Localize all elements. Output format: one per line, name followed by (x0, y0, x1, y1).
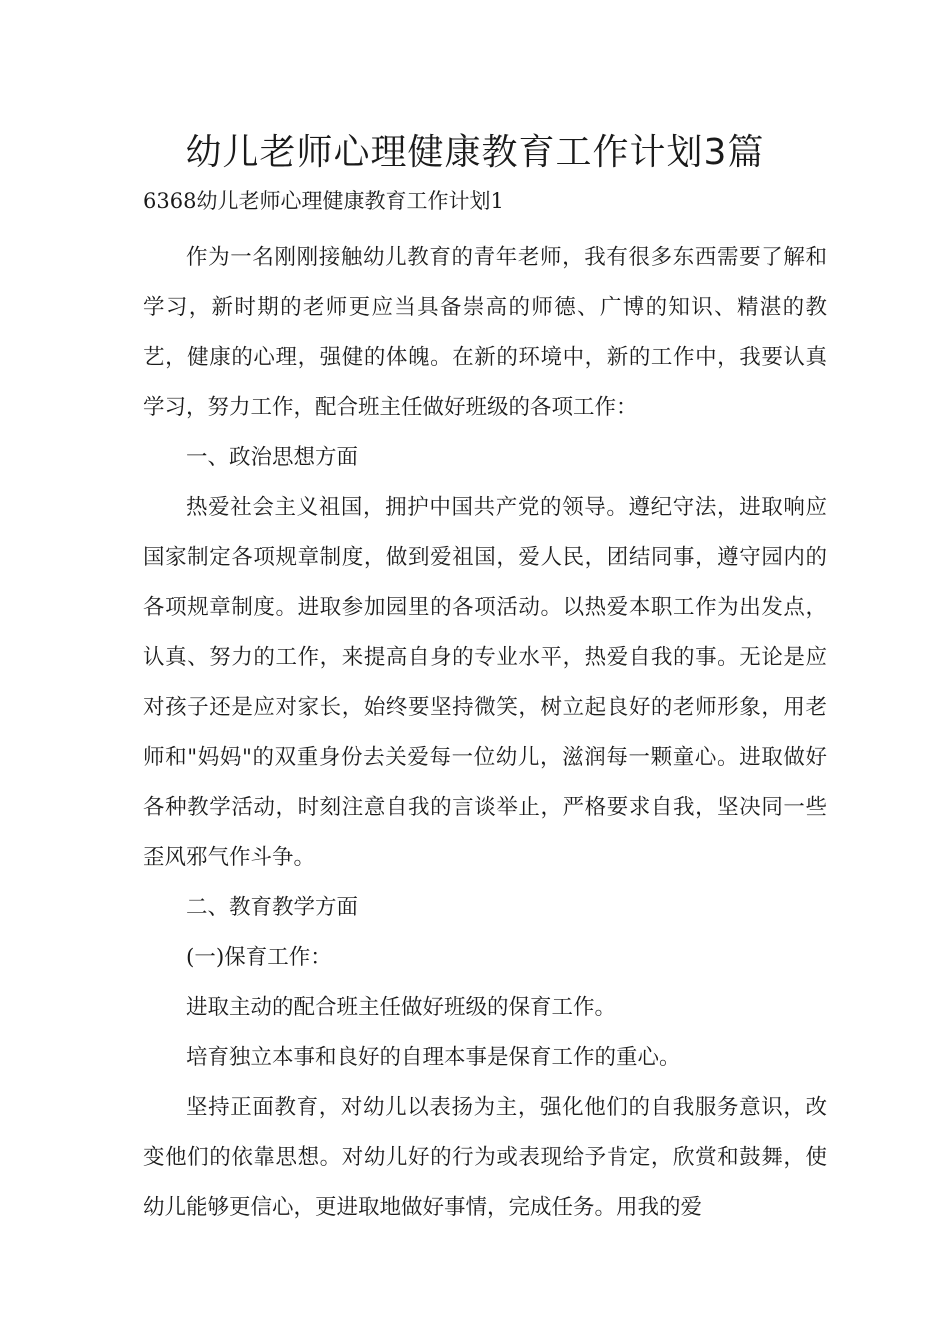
paragraph: 培育独立本事和良好的自理本事是保育工作的重心。 (186, 1045, 681, 1070)
paragraph: 热爱社会主义祖国，拥护中国共产党的领导。遵纪守法，进取响应国家制定各项规章制度，做到爱祖国，爱人民，团结同事，遵守园内的各项规章制度。进取参加园里的各项活动。以热爱本职工作为出发点，认真、努力的工作，来提高自身的专业水平，热爱自我的事。无论是应对孩子还是应对家长，始终要坚持微笑，树立起良好的老师形象，用老师和"妈妈"的双重身份去关爱每一位幼儿，滋润每一颗童心。进取做好各种教学活动，时刻注意自我的言谈举止，严格要求自我，坚决同一些歪风邪气作斗争。 (143, 495, 827, 870)
document-body (143, 233, 827, 1233)
subsection-heading: (一)保育工作： (186, 945, 332, 970)
paragraph: 作为一名刚刚接触幼儿教育的青年老师，我有很多东西需要了解和学习，新时期的老师更应当具备崇高的师德、广博的知识、精湛的教艺，健康的心理，强健的体魄。在新的环境中，新的工作中，我要认真学习，努力工作，配合班主任做好班级的各项工作： (143, 245, 827, 420)
section-heading: 二、教育教学方面 (186, 895, 359, 920)
paragraph: 进取主动的配合班主任做好班级的保育工作。 (186, 995, 617, 1020)
document-title: 幼儿老师心理健康教育工作计划3篇 (185, 132, 765, 173)
section-heading: 一、政治思想方面 (186, 445, 359, 470)
document-subtitle: 6368幼儿老师心理健康教育工作计划1 (143, 189, 504, 213)
paragraph: 坚持正面教育，对幼儿以表扬为主，强化他们的自我服务意识，改变他们的依靠思想。对幼儿好的行为或表现给予肯定，欣赏和鼓舞，使幼儿能够更信心，更进取地做好事情，完成任务。用我的爱 (143, 1095, 827, 1220)
